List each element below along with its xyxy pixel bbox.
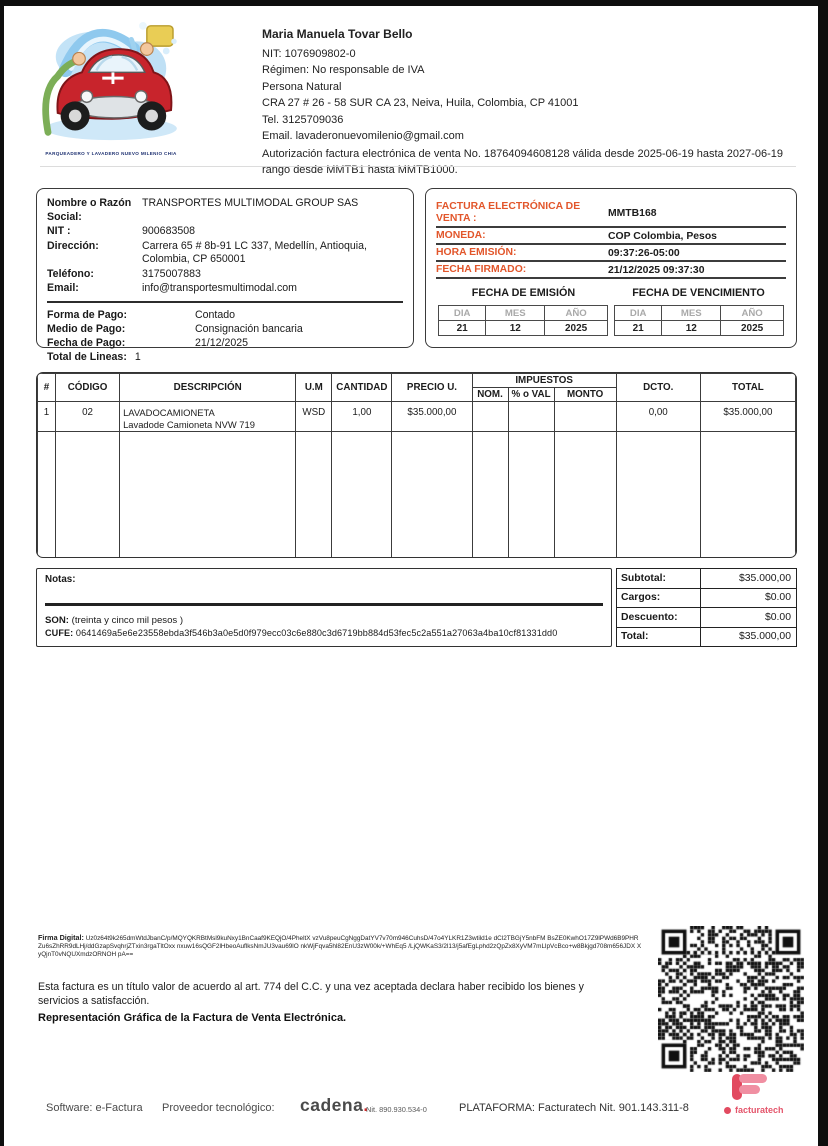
total-label: Total:	[617, 627, 701, 647]
emission-date-title: FECHA DE EMISIÓN	[471, 287, 576, 299]
col-total-header: TOTAL	[700, 374, 795, 402]
invoice-meta-value: COP Colombia, Pesos	[608, 231, 717, 242]
facturatech-logo	[724, 1074, 794, 1115]
customer-label: Teléfono:	[47, 267, 94, 280]
notes-box	[36, 568, 612, 647]
footer-provider-nit: Nit. 890.930.534-0	[366, 1105, 427, 1114]
total-label: Subtotal:	[617, 569, 701, 589]
date-header: DIA	[615, 306, 662, 321]
supplier-authorization: Autorización factura electrónica de venta No. 18764094608128 válida desde 2025-06-19 hasta 2027-06-19 rango desde MMTB1 hasta MMTB1000.	[262, 147, 784, 176]
cufe-label: CUFE:	[45, 628, 74, 638]
col-precio-header: PRECIO U.	[392, 374, 472, 402]
col-nom-header: NOM.	[472, 388, 508, 402]
graphic-representation-text: Representación Gráfica de la Factura de Venta Electrónica.	[38, 1012, 347, 1024]
item-num: 1	[38, 402, 56, 432]
item-codigo: 02	[56, 402, 120, 432]
qr-code	[658, 926, 804, 1072]
col-monto-header: MONTO	[554, 388, 616, 402]
signature-label: Firma Digital:	[38, 933, 84, 942]
digital-signature	[38, 934, 642, 960]
supplier-address: CRA 27 # 26 - 58 SUR CA 23, Neiva, Huila, Colombia, CP 41001	[262, 97, 579, 109]
payment-label: Medio de Pago:	[47, 322, 126, 335]
invoice-meta-value: 09:37:26-05:00	[608, 248, 680, 259]
payment-divider	[47, 301, 403, 303]
item-dcto: 0,00	[616, 402, 700, 432]
cadena-brand-text: cadena	[300, 1095, 364, 1115]
item-row	[38, 402, 796, 432]
empty-filler-row	[38, 432, 796, 558]
customer-label: Dirección:	[47, 239, 99, 252]
invoice-meta-label: HORA EMISIÓN:	[436, 247, 517, 258]
date-header: DIA	[439, 306, 486, 321]
supplier-nit: NIT: 1076909802-0	[262, 47, 356, 60]
item-description	[120, 402, 296, 432]
customer-box	[36, 188, 414, 363]
total-value: $35.000,00	[701, 627, 797, 647]
company-logo	[38, 20, 186, 156]
footer-platform: PLATAFORMA: Facturatech Nit. 901.143.311-8	[459, 1102, 689, 1114]
col-desc-header: DESCRIPCIÓN	[120, 374, 296, 402]
due-month: 12	[662, 321, 721, 336]
total-value: $0.00	[701, 608, 797, 628]
supplier-info	[262, 26, 790, 179]
payment-label: Fecha de Pago:	[47, 336, 126, 349]
logo-caption: PARQUEADERO Y LAVADERO NUEVO MILENIO CHIA	[45, 151, 177, 156]
payment-value: 21/12/2025	[195, 336, 249, 349]
payment-value: 1	[134, 350, 141, 363]
emission-month: 12	[486, 321, 545, 336]
legal-text: Esta factura es un título valor de acuerdo al art. 774 del C.C. y una vez aceptada declara haber recibido los bienes y servicios a satisfacción.	[38, 981, 584, 1007]
payment-value: Consignación bancaria	[195, 322, 303, 335]
header-divider	[40, 166, 796, 167]
date-header: MES	[486, 306, 545, 321]
payment-label: Forma de Pago:	[47, 308, 128, 321]
supplier-phone: Tel. 3125709036	[262, 113, 344, 126]
notes-label: Notas:	[45, 574, 76, 585]
item-um: WSD	[296, 402, 332, 432]
customer-label: Nombre o Razón Social:	[47, 197, 132, 223]
footer-provider-label: Proveedor tecnológico:	[162, 1102, 275, 1114]
col-impuestos-header: IMPUESTOS	[472, 374, 616, 388]
facturatech-logo-text: facturatech	[735, 1105, 784, 1115]
invoice-page	[4, 6, 818, 1146]
customer-label: NIT :	[47, 225, 71, 237]
supplier-email: Email. lavaderonuevomilenio@gmail.com	[262, 130, 464, 142]
car-wash-logo-icon	[38, 20, 184, 144]
son-value: (treinta y cinco mil pesos )	[68, 615, 184, 626]
invoice-meta-box	[425, 188, 797, 348]
item-monto	[554, 402, 616, 432]
total-value: $0.00	[701, 588, 797, 608]
supplier-regimen: Régimen: No responsable de IVA	[262, 64, 425, 76]
col-num-header: #	[38, 374, 56, 402]
date-header: AÑO	[721, 306, 784, 321]
col-dcto-header: DCTO.	[616, 374, 700, 402]
invoice-title-label: FACTURA ELECTRÓNICA DE VENTA :	[436, 201, 581, 224]
customer-value: 900683508	[142, 225, 196, 237]
item-description-line2: Lavadode Camioneta NVW 719	[123, 418, 255, 430]
supplier-name: Maria Manuela Tovar Bello	[262, 27, 413, 41]
item-description-line1: LAVADOCAMIONETA	[123, 407, 215, 418]
customer-value: TRANSPORTES MULTIMODAL GROUP SAS	[142, 197, 359, 209]
due-day: 21	[615, 321, 662, 336]
qr-code-icon	[658, 926, 804, 1072]
cufe-value: 0641469a5e6e23558ebda3f546b3a0e5d0f979ecc03c6e880c3d6719bb884d53fec5c2a551a27063a4ba10cf81331dd0	[73, 628, 558, 638]
customer-label: Email:	[47, 282, 79, 294]
items-table	[36, 372, 797, 558]
customer-value: Carrera 65 # 8b-91 LC 337, Medellín, Antioquia, Colombia, CP 650001	[142, 239, 367, 265]
col-cantidad-header: CANTIDAD	[332, 374, 392, 402]
due-year: 2025	[721, 321, 784, 336]
due-date-title: FECHA DE VENCIMIENTO	[632, 287, 765, 299]
payment-label: Total de Lineas:	[47, 350, 127, 363]
date-header: MES	[662, 306, 721, 321]
facturatech-dot-icon	[724, 1107, 731, 1114]
supplier-persona: Persona Natural	[262, 80, 342, 93]
emission-day: 21	[439, 321, 486, 336]
signature-value: Uz0z64t9k265dmWtdJbanC/p/MQYQKRBtMsl9kuNxy1BnCaaf9KEQjO/4PheltX vzVu8peuCgNggDatYV7v70m946CuhsD/47o4YLKR1Z3wtild1e dCl2TBGjY5nbFM BsZE0KwhO17Z9lPWd6B9PHRZu6sZhRR9dLHj/ddGzapSvqhrjZTxin3rgaTltOxx nxuw16sQGF2lHbeoAuflksNmJU3vau69lO nkWjFqva5hl82EnU3zW00k/+WhEq5 /LjQWKaS3/2l13/j5afEgLphd2zQpZx8XyVM7mLlpVcBco+w8Bkjgd708m656JDX XyQjnT0vNQUXmdzORNOH pA==	[38, 935, 642, 959]
col-pval-header: % o VAL	[508, 388, 554, 402]
col-codigo-header: CÓDIGO	[56, 374, 120, 402]
invoice-meta-label: FECHA FIRMADO:	[436, 264, 527, 275]
item-total: $35.000,00	[700, 402, 795, 432]
customer-value: info@transportesmultimodal.com	[142, 282, 298, 294]
item-cantidad: 1,00	[332, 402, 392, 432]
col-um-header: U.M	[296, 374, 332, 402]
invoice-meta-label: MONEDA:	[436, 230, 486, 241]
item-nom	[472, 402, 508, 432]
footer	[4, 1096, 818, 1126]
totals-table	[616, 568, 797, 647]
footer-software: Software: e-Factura	[46, 1102, 143, 1114]
payment-value: Contado	[195, 308, 236, 321]
cadena-logo	[300, 1095, 369, 1116]
date-header: AÑO	[545, 306, 608, 321]
customer-value: 3175007883	[142, 267, 201, 280]
due-date-table	[614, 305, 784, 336]
invoice-number: MMTB168	[608, 207, 657, 219]
total-label: Descuento:	[617, 608, 701, 628]
son-label: SON:	[45, 615, 69, 626]
amount-in-words	[45, 615, 183, 626]
total-label: Cargos:	[617, 588, 701, 608]
notes-divider	[45, 603, 603, 606]
item-precio: $35.000,00	[392, 402, 472, 432]
total-value: $35.000,00	[701, 569, 797, 589]
facturatech-f-icon	[732, 1074, 768, 1100]
cadena-dot-icon: .	[363, 1095, 369, 1115]
invoice-meta-value: 21/12/2025 09:37:30	[608, 265, 705, 276]
cufe	[45, 628, 557, 638]
emission-date-table	[438, 305, 608, 336]
item-pval	[508, 402, 554, 432]
emission-year: 2025	[545, 321, 608, 336]
